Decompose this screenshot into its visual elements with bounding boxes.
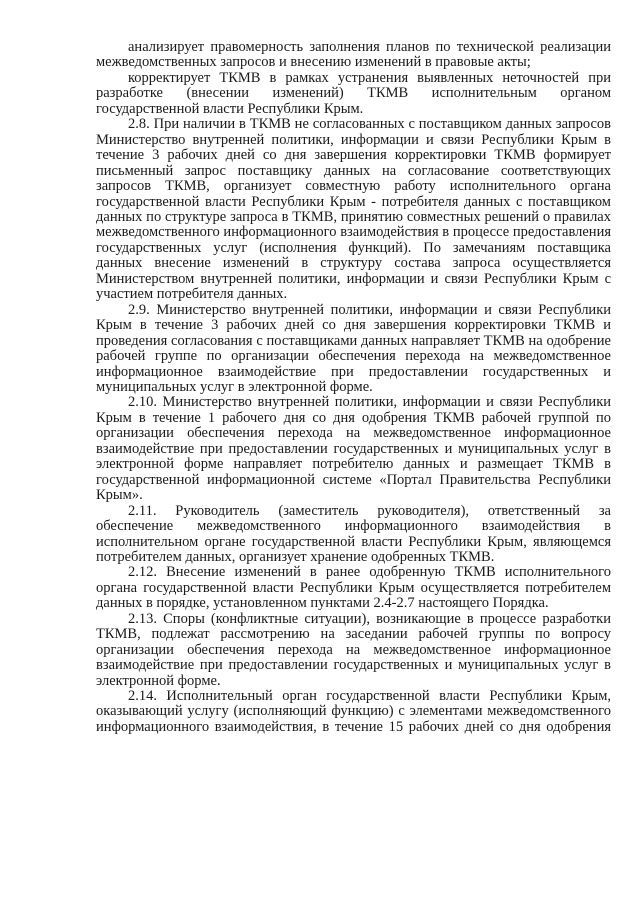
document-page (96, 40, 611, 735)
paragraph-2-10: 2.10. Министерство внутренней политики, информации и связи Республики Крым в течение 1 рабочего дня со дня одобрения ТКМВ рабочей группой по организации обеспечения перехода на межведомственное информационное взаимодействие при предоставлении государственных и муниципальных услуг в электронной форме направляет потребителю данных и размещает ТКМВ в государственной информационной системе «Портал Правительства Республики Крым». (96, 394, 611, 504)
paragraph-2-12: 2.12. Внесение изменений в ранее одобренную ТКМВ исполнительного органа государственной власти Республики Крым осуществляется потребителем данных в порядке, установленном пунктами 2.4-2.7 настоящего Порядка. (96, 564, 611, 612)
paragraph-2-14: 2.14. Исполнительный орган государственной власти Республики Крым, оказывающий услугу (исполняющий функцию) с элементами межведомственного информационного взаимодействия, в течение 15 рабочих дней со дня одобрения (96, 688, 611, 735)
paragraph-correction: корректирует ТКМВ в рамках устранения выявленных неточностей при разработке (внесении изменений) ТКМВ исполнительным органом государственной власти Республики Крым. (96, 69, 611, 117)
paragraph-2-9: 2.9. Министерство внутренней политики, информации и связи Республики Крым в течение 3 рабочих дней со дня завершения корректировки ТКМВ и проведения согласования с поставщиками данных направляет ТКМВ на одобрение рабочей группе по организации обеспечения перехода на межведомственное информационное взаимодействие при предоставлении государственных и муниципальных услуг в электронной форме. (96, 301, 611, 395)
paragraph-2-11: 2.11. Руководитель (заместитель руководителя), ответственный за обеспечение межведомственного информационного взаимодействия в исполнительном органе государственной власти Республики Крым, являющемся потребителем данных, организует хранение одобренных ТКМВ. (96, 502, 611, 565)
paragraph-analysis: анализирует правомерность заполнения планов по технической реализации межведомственных запросов и внесению изменений в правовые акты; (96, 39, 611, 71)
paragraph-2-13: 2.13. Споры (конфликтные ситуации), возникающие в процессе разработки ТКМВ, подлежат рассмотрению на заседании рабочей группы по вопросу организации обеспечения перехода на межведомственное информационное взаимодействие при предоставлении государственных и муниципальных услуг в электронной форме. (96, 610, 611, 689)
paragraph-2-8: 2.8. При наличии в ТКМВ не согласованных с поставщиком данных запросов Министерство внутренней политики, информации и связи Республики Крым в течение 3 рабочих дней со дня завершения корректировки ТКМВ формирует письменный запрос поставщику данных на согласование соответствующих запросов ТКМВ, организует совместную работу исполнительного органа государственной власти Республики Крым - потребителя данных с поставщиком данных по структуре запроса в ТКМВ, принятию совместных решений о правилах межведомственного информационного взаимодействия в процессе предоставления государственных услуг (исполнения функций). По замечаниям поставщика данных внесение изменений в структуру состава запроса осуществляется Министерством внутренней политики, информации и связи Республики Крым с участием потребителя данных. (96, 116, 611, 303)
